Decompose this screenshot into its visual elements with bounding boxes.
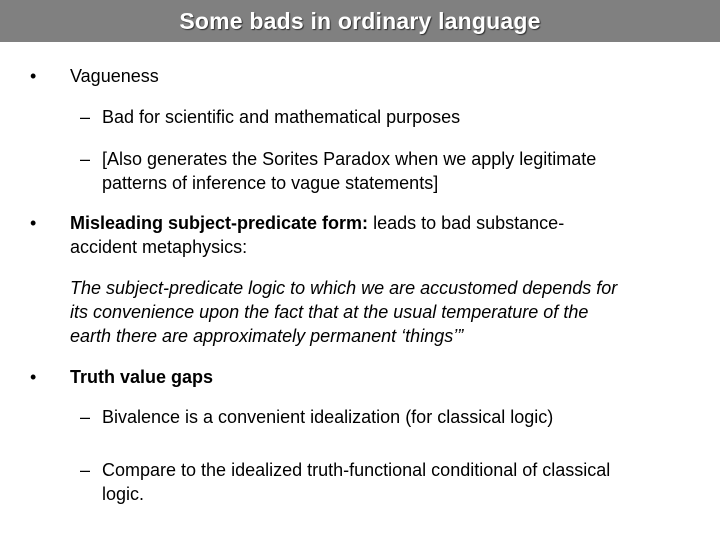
sub-bullet-vagueness-2-line1: [Also generates the Sorites Paradox when we apply legitimate (102, 149, 597, 169)
bullet-misleading-label: Misleading subject-predicate form: (70, 213, 369, 233)
dash-marker: – (80, 460, 91, 480)
sub-bullet-vagueness-1: Bad for scientific and mathematical purposes (102, 107, 461, 127)
quote-line-1: The subject-predicate logic to which we are accustomed depends for (70, 278, 618, 298)
dash-marker: – (80, 107, 91, 127)
sub-bullet-vagueness-2-line2: patterns of inference to vague statements] (102, 173, 439, 193)
bullet-marker: • (30, 66, 37, 86)
dash-marker: – (80, 149, 91, 169)
title-bar (0, 0, 720, 42)
bullet-misleading-rest: leads to bad substance- (368, 213, 565, 233)
bullet-truth-gaps: Truth value gaps (70, 367, 214, 387)
bullet-marker: • (30, 213, 37, 233)
sub-bullet-truth-2-line2: logic. (102, 484, 145, 504)
bullet-misleading-line1 (70, 211, 564, 235)
sub-bullet-truth-1: Bivalence is a convenient idealization (for classical logic) (102, 407, 554, 427)
dash-marker: – (80, 407, 91, 427)
quote-line-3: earth there are approximately permanent ‘things’” (70, 326, 464, 346)
quote-line-2: its convenience upon the fact that at the usual temperature of the (70, 302, 589, 322)
sub-bullet-truth-2-line1: Compare to the idealized truth-functional conditional of classical (102, 460, 611, 480)
bullet-misleading-line2: accident metaphysics: (70, 237, 248, 257)
slide-title: Some bads in ordinary language (179, 8, 541, 34)
bullet-vagueness: Vagueness (70, 66, 159, 86)
bullet-marker: • (30, 367, 37, 387)
